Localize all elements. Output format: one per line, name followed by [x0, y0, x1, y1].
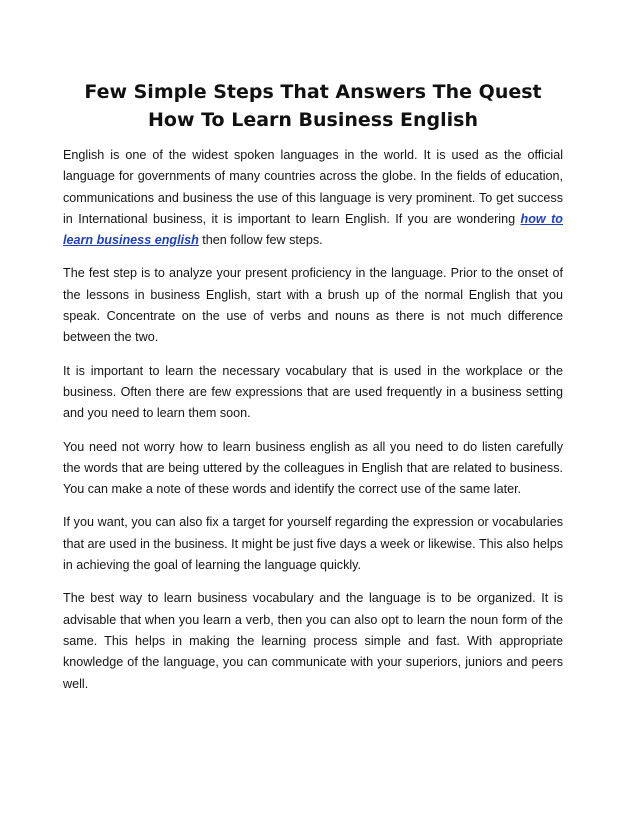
document-title: Few Simple Steps That Answers The Quest How To Learn Business English [84, 81, 542, 131]
paragraph-vocabulary: It is important to learn the necessary vocabulary that is used in the workplace or the business. Often there are few expressions that are used frequently in a business setting and you need to learn them soon. [63, 363, 563, 421]
paragraph-target: If you want, you can also fix a target for yourself regarding the expression or vocabularies that are used in the business. It might be just five days a week or likewise. This also helps in achieving the goal of learning the language quickly. [63, 515, 563, 573]
paragraph-organized: The best way to learn business vocabulary and the language is to be organized. It is advisable that when you learn a verb, then you can also opt to learn the noun form of the same. This helps in making the learning process simple and fast. With appropriate knowledge of the language, you can communicate with your superiors, juniors and peers well. [63, 591, 563, 691]
paragraph-intro [63, 145, 563, 251]
paragraph-step-one: The fest step is to analyze your present proficiency in the language. Prior to the onset of the lessons in business English, start with a brush up of the normal English that you speak. Concentrate on the use of verbs and nouns as there is not much difference between the two. [63, 266, 563, 345]
paragraph-listening: You need not worry how to learn business english as all you need to do listen carefully the words that are being uttered by the colleagues in English that are related to business. You can make a note of these words and identify the correct use of the same later. [63, 439, 563, 497]
paragraph-intro-tail: then follow few steps. [198, 233, 323, 248]
how-to-learn-business-english-link[interactable]: how to learn business english [63, 211, 563, 248]
document-body [63, 78, 563, 695]
paragraph-intro-text: English is one of the widest spoken languages in the world. It is used as the official language for governments of many countries across the globe. In the fields of education, communications and business the use of this language is very prominent. To get success in International business, it is important to learn English. If you are wondering [63, 148, 563, 226]
